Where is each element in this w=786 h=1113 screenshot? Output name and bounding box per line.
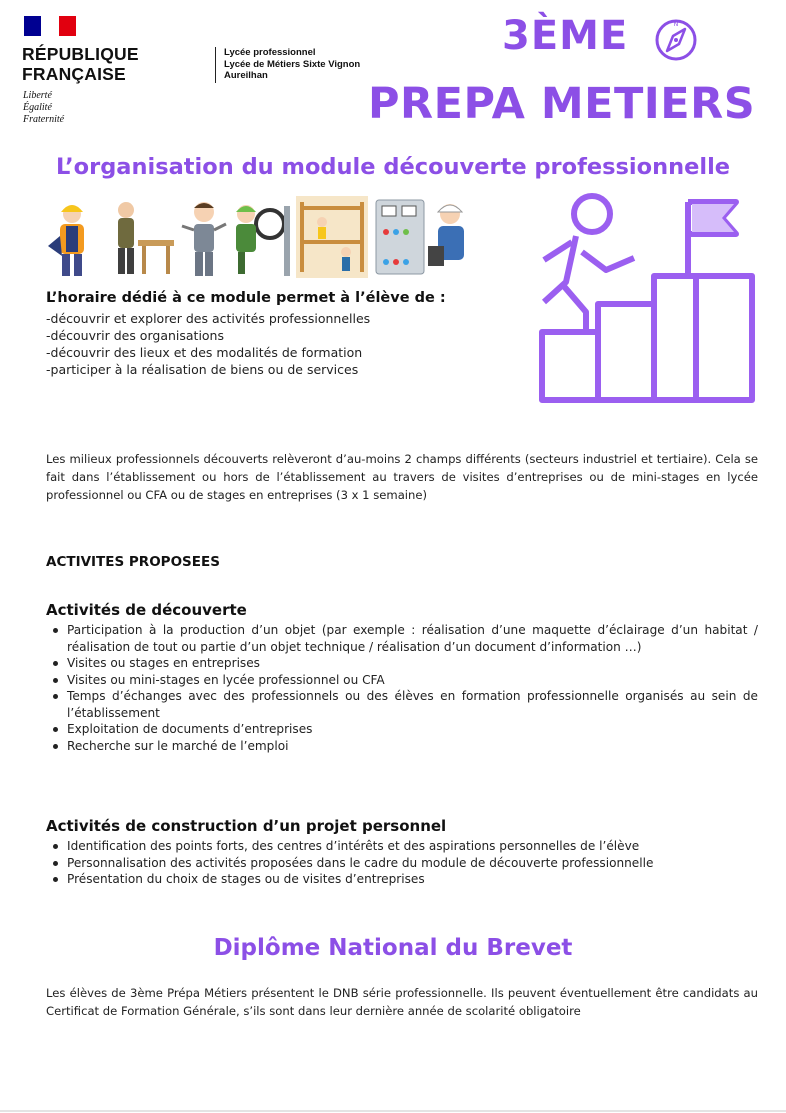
hours-item: -découvrir des lieux et des modalités de formation — [46, 345, 363, 360]
list-item: Identification des points forts, des centres d’intérêts et des aspirations personnelles de l’élève — [46, 838, 758, 855]
french-flag-logo — [24, 16, 76, 36]
list-item: Exploitation de documents d’entreprises — [46, 721, 758, 738]
building-site-illustration — [296, 196, 368, 278]
discovery-activities-list — [46, 622, 758, 754]
republic-line2: FRANÇAISE — [22, 64, 126, 84]
hours-item: -découvrir et explorer des activités professionnelles — [46, 311, 371, 326]
professional-fields-paragraph: Les milieux professionnels découverts relèveront d’au-moins 2 champs différents (secteurs industriel et tertiaire). Cela se fait dans l’établissement ou hors de l’établissement au travers de visites d’entreprises ou de mini-stages en lycée professionnel ou CFA ou de stages en entreprises (3 x 1 semaine) — [46, 452, 758, 502]
program-title: PREPA METIERS — [368, 79, 756, 129]
list-item: Personnalisation des activités proposées dans le cadre du module de découverte professionnelle — [46, 855, 758, 872]
grade-level-title: 3ÈME — [502, 13, 629, 59]
hours-lead-text: L’horaire dédié à ce module permet à l’élève de : — [46, 290, 446, 306]
list-item: Participation à la production d’un objet (par exemple : réalisation d’une maquette d’éclairage d’un habitat / réalisation de tout ou partie d’un objet technique / réalisation d’un document d’information …) — [46, 622, 758, 655]
project-activities-title: Activités de construction d’un projet personnel — [46, 817, 447, 835]
school-identity — [215, 47, 360, 83]
republique-francaise-logo-text — [22, 44, 162, 84]
republic-motto — [23, 90, 103, 126]
footer-divider — [0, 1110, 786, 1112]
staircase-flag-icon — [538, 192, 756, 404]
school-type: Lycée professionnel — [224, 47, 316, 58]
module-title: L’organisation du module découverte professionnelle — [55, 154, 731, 180]
list-item: Présentation du choix de stages ou de visites d’entreprises — [46, 871, 758, 888]
list-item: Recherche sur le marché de l’emploi — [46, 738, 758, 755]
dnb-title: Diplôme National du Brevet — [213, 935, 573, 961]
dnb-paragraph: Les élèves de 3ème Prépa Métiers présentent le DNB série professionnelle. Ils peuvent éventuellement être candidats au Certificat de Formation Générale, s’ils sont dans leur dernière année de scolarité obligatoire — [46, 986, 758, 1018]
compass-icon — [652, 15, 700, 63]
project-activities-list — [46, 838, 758, 888]
school-town: Aureilhan — [224, 70, 268, 81]
list-item: Visites ou mini-stages en lycée professionnel ou CFA — [46, 672, 758, 689]
mechanic-illustration — [178, 196, 230, 278]
electrical-panel-illustration — [374, 196, 474, 278]
republic-line1: RÉPUBLIQUE — [22, 44, 139, 64]
hours-item: -participer à la réalisation de biens ou de services — [46, 362, 359, 377]
hours-item: -découvrir des organisations — [46, 328, 224, 343]
compass-north-letter: N — [673, 21, 679, 28]
discovery-activities-title: Activités de découverte — [46, 601, 247, 619]
welder-illustration — [230, 196, 292, 278]
construction-worker-illustration — [40, 196, 104, 278]
motto-egalite: Égalité — [23, 102, 52, 113]
carpenter-illustration — [104, 196, 176, 278]
motto-liberte: Liberté — [23, 90, 52, 101]
activities-heading: ACTIVITES PROPOSEES — [46, 554, 220, 570]
school-name: Lycée de Métiers Sixte Vignon — [224, 58, 361, 70]
list-item: Visites ou stages en entreprises — [46, 655, 758, 672]
list-item: Temps d’échanges avec des professionnels ou des élèves en formation professionnelle organisés au sein de l’établissement — [46, 688, 758, 721]
motto-fraternite: Fraternité — [23, 114, 65, 125]
